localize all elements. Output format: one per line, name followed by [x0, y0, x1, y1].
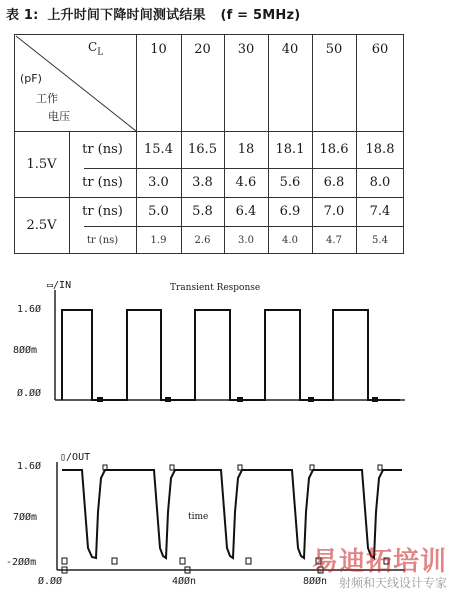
watermark-line1: 易迪拓培训 — [311, 547, 447, 577]
table-cell: 3.0 — [238, 234, 254, 246]
plot-output-marker — [378, 465, 382, 470]
plot-input-ytick: Ø.ØØ — [17, 388, 42, 399]
row-metric: tr (ns) — [82, 142, 123, 157]
row-voltage: 2.5V — [26, 218, 57, 233]
plot-input — [0, 270, 457, 420]
plot-output-xtick: 4ØØn — [172, 576, 197, 587]
column-header-0: 10 — [150, 41, 167, 57]
plot-output-label: ▯/OUT — [60, 452, 91, 463]
table-cell: 16.5 — [188, 142, 217, 157]
plot-input-marker — [308, 397, 314, 402]
row-voltage: 1.5V — [26, 156, 57, 172]
watermark-line2: 射频和天线设计专家 — [338, 576, 447, 590]
plot-input-marker — [97, 397, 103, 402]
plot-input-title: Transient Response — [170, 283, 261, 293]
plot-output-xtick: 8ØØn — [303, 576, 328, 587]
plot-input-label: ▭/IN — [47, 280, 72, 291]
table-cell: 2.6 — [194, 234, 211, 246]
table-title — [6, 4, 300, 23]
table-title-label: 表 1: — [6, 8, 39, 23]
table-cell: 3.8 — [192, 175, 213, 190]
table-cell: 5.0 — [148, 204, 169, 219]
table-cell: 3.0 — [148, 175, 169, 190]
table-cell: 5.6 — [279, 175, 301, 190]
plot-output-marker — [180, 558, 185, 564]
plot-input-waveform — [62, 310, 400, 400]
plot-output-annotation: time — [188, 512, 209, 522]
table-cell: 4.0 — [282, 234, 298, 246]
row-metric: tr (ns) — [86, 234, 119, 246]
plot-input-marker — [372, 397, 378, 402]
column-header-2: 30 — [237, 41, 255, 57]
column-header-5: 60 — [371, 41, 389, 57]
watermark-logo — [312, 548, 447, 590]
plot-input-marker — [237, 397, 243, 402]
row-metric: tr (ns) — [82, 204, 123, 219]
table-cell: 5.4 — [372, 234, 388, 246]
plot-output-marker — [246, 558, 251, 564]
plot-output-marker — [112, 558, 117, 564]
table-cell: 5.8 — [192, 204, 213, 219]
results-table — [14, 34, 404, 254]
table-title-condition: (f = 5MHz) — [220, 8, 301, 23]
table-cell: 4.7 — [326, 234, 342, 246]
plot-output-waveform — [62, 470, 402, 558]
plot-input-ytick: 1.6Ø — [17, 304, 42, 315]
table-title-text: 上升时间下降时间测试结果 — [47, 8, 206, 23]
plot-output-ytick: 7ØØm — [13, 512, 38, 523]
table-cell: 1.9 — [150, 234, 167, 246]
header-work: 工作 — [36, 92, 58, 105]
row-metric: tr (ns) — [82, 175, 123, 190]
column-header-3: 40 — [281, 41, 299, 57]
table-cell: 18.1 — [275, 142, 305, 157]
table-cell: 18.6 — [319, 142, 349, 157]
table-cell: 8.0 — [369, 175, 391, 190]
column-header-1: 20 — [194, 41, 211, 57]
plot-output-xtick: Ø.ØØ — [38, 576, 63, 587]
column-header-4: 50 — [325, 41, 343, 57]
header-cl-label: $C_L$ — [88, 40, 104, 58]
plot-output-ytick: 1.6Ø — [17, 461, 42, 472]
header-unit: (pF) — [20, 72, 42, 85]
plot-output-ytick: -2ØØm — [6, 557, 37, 568]
plot-input-ytick: 8ØØm — [13, 345, 38, 356]
header-voltage: 电压 — [48, 110, 70, 123]
table-cell: 6.8 — [323, 175, 345, 190]
table-cell: 15.4 — [144, 142, 173, 157]
table-cell: 6.9 — [279, 204, 301, 219]
table-cell: 7.0 — [323, 204, 345, 219]
plot-input-marker — [165, 397, 171, 402]
table-cell: 4.6 — [235, 175, 257, 190]
table-cell: 6.4 — [235, 204, 257, 219]
table-cell: 18 — [237, 142, 255, 157]
plot-output-marker — [62, 558, 67, 564]
table-cell: 7.4 — [369, 204, 391, 219]
plot-output-marker — [170, 465, 174, 470]
table-cell: 18.8 — [365, 142, 395, 157]
